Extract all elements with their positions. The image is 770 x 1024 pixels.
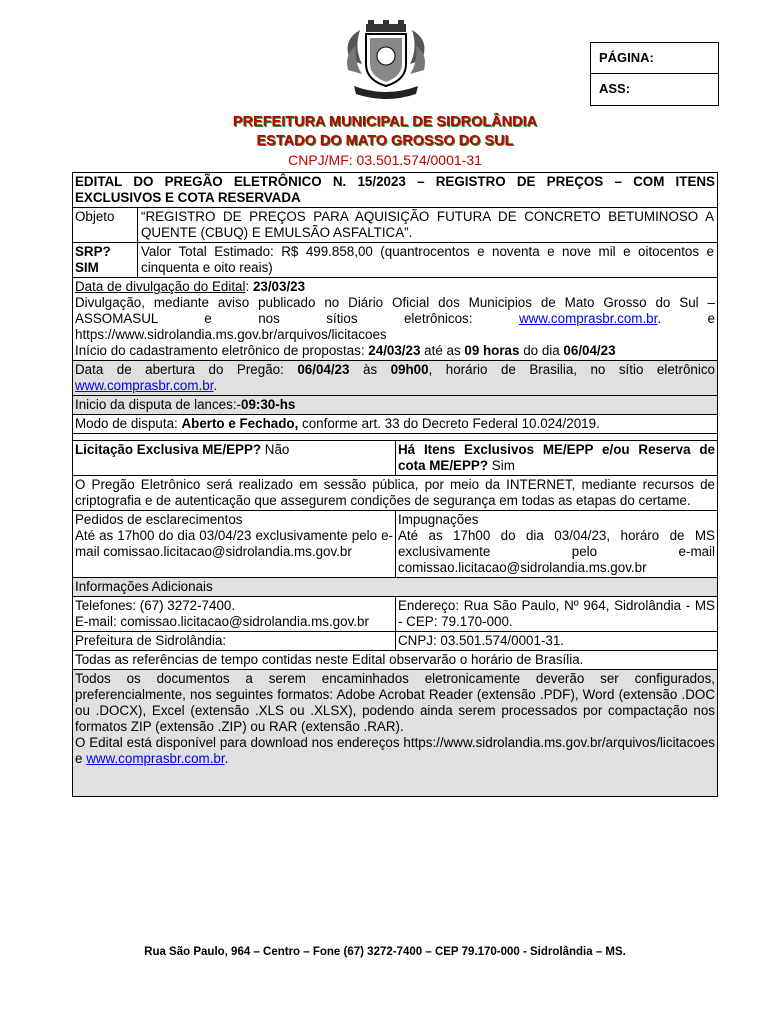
- itens-label: Há Itens Exclusivos ME/EPP e/ou Reserva de cota ME/EPP?: [398, 442, 715, 473]
- esclarecimentos-text: Até as 17h00 do dia 03/04/23 exclusivamente pelo e-mail comissao.licitacao@sidrolandia.ms.gov.br: [75, 528, 393, 559]
- disponivel-end: .: [224, 751, 229, 766]
- footer-address: Rua São Paulo, 964 – Centro – Fone (67) 3272-7400 – CEP 79.170-000 - Sidrolândia – MS.: [144, 946, 626, 958]
- divulgacao-row: Data de divulgação do Edital: 23/03/23 Divulgação, mediante aviso publicado no Diário Oficial dos Municipios de Mato Grosso do Sul – ASSOMASUL e nos sítios eletrônicos: www.comprasbr.com.br. e https://www.sidrolandia.ms.gov.br/arquivos/licitacoes Início do cadastramento eletrônico de propostas: 24/03/23 até as 09 horas do dia 06/04/23: [73, 278, 717, 361]
- abertura-end: , horário de Brasilia, no sítio eletrônico: [428, 362, 715, 377]
- objeto-row: [73, 208, 717, 243]
- abertura-text: Data de abertura do Pregão:: [75, 362, 284, 377]
- disputa-label: Inicio da disputa de lances:-: [75, 397, 241, 412]
- divulgacao-date: 23/03/23: [252, 279, 306, 294]
- page-label: PÁGINA:: [591, 43, 718, 74]
- sessao-row: O Pregão Eletrônico será realizado em sessão pública, por meio da INTERNET, mediante recursos de criptografia e de autenticação que assegurem condições de segurança em todas as etapas do certame.: [73, 476, 717, 511]
- documentos-text: Todos os documentos a serem encaminhados eletronicamente deverão ser configurados, preferencialmente, nos seguintes formatos: Adobe Acrobat Reader (extensão .PDF), Word (extensão .DOC ou .DOCX), Excel (extensão .XLS ou .XLSX), podendo ainda serem processados por compactação nos formatos ZIP (extensão .ZIP) ou RAR (extensão .RAR).: [75, 671, 715, 734]
- contato-row: [73, 597, 717, 632]
- objeto-label: Objeto: [73, 208, 138, 242]
- comprasbr-link-1[interactable]: www.comprasbr.com.br: [518, 311, 658, 326]
- srp-label: SRP? SIM: [73, 243, 138, 277]
- disputa-row: [73, 396, 717, 415]
- horario-row: Todas as referências de tempo contidas neste Edital observarão o horário de Brasília.: [73, 651, 717, 670]
- email: E-mail: comissao.licitacao@sidrolandia.ms.gov.br: [75, 614, 369, 629]
- exclusiva-label: Licitação Exclusiva ME/EPP?: [75, 442, 262, 457]
- modo-text: conforme art. 33 do Decreto Federal 10.024/2019.: [302, 416, 600, 431]
- endereco: Endereço: Rua São Paulo, Nº 964, Sidrolândia - MS - CEP: 79.170-000.: [398, 598, 715, 629]
- abertura-row: Data de abertura do Pregão: 06/04/23 às 09h00, horário de Brasilia, no sítio eletrônico www.comprasbr.com.br.: [73, 361, 717, 396]
- modo-label: Modo de disputa:: [75, 416, 178, 431]
- cadastro-end: 06/04/23: [563, 343, 616, 358]
- abertura-mid: às: [362, 362, 378, 377]
- prefeitura-label: Prefeitura de Sidrolândia:: [73, 632, 396, 650]
- telefones: Telefones: (67) 3272-7400.: [75, 598, 236, 613]
- cadastro-mid2: do dia: [523, 343, 560, 358]
- divulgacao-label: Data de divulgação do Edital: [75, 279, 246, 294]
- esclarecimentos-label: Pedidos de esclarecimentos: [75, 512, 243, 527]
- sign-label: ASS:: [599, 81, 631, 96]
- esclarecimentos-row: [73, 511, 717, 578]
- itens-value: Sim: [491, 458, 515, 473]
- valor-text: Valor Total Estimado: R$ 499.858,00 (quantrocentos e noventa e nove mil e oitocentos e cinquenta e oito reais): [141, 244, 714, 275]
- municipal-crest-logo: [340, 20, 432, 102]
- abertura-date: 06/04/23: [297, 362, 350, 377]
- comprasbr-link-3[interactable]: www.comprasbr.com.br: [86, 751, 225, 766]
- impugnacoes-label: Impugnações: [398, 512, 479, 527]
- page-sign-box: [590, 42, 719, 106]
- cadastro-hour: 09 horas: [464, 343, 520, 358]
- impugnacoes-text: Até as 17h00 do dia 03/04/23, horáro de MS exclusivamente pelo e-mail comissao.licitacao@sidrolandia.ms.gov.br: [398, 528, 715, 575]
- documentos-row: [73, 670, 717, 796]
- header-cnpj: CNPJ/MF: 03.501.574/0001-31: [288, 152, 482, 168]
- divulgacao-text: Divulgação, mediante aviso publicado no Diário Oficial dos Municipios de Mato Grosso do Sul – ASSOMASUL e nos sítios eletrônicos:: [75, 295, 715, 326]
- exclusividade-row: [73, 441, 717, 476]
- sidrolandia-site: . e https://www.sidrolandia.ms.gov.br/arquivos/licitacoes: [75, 311, 715, 342]
- info-label: Informações Adicionais: [73, 578, 717, 597]
- edital-title: EDITAL DO PREGÃO ELETRÔNICO N. 15/2023 – REGISTRO DE PREÇOS – COM ITENS EXCLUSIVOS E COTA RESERVADA: [73, 173, 717, 208]
- cadastro-text: Início do cadastramento eletrônico de propostas:: [75, 343, 365, 358]
- edital-summary-table: [72, 172, 718, 797]
- objeto-text: “REGISTRO DE PREÇOS PARA AQUISIÇÃO FUTURA DE CONCRETO BETUMINOSO A QUENTE (CBUQ) E EMULSÃO ASFALTICA”.: [141, 209, 714, 240]
- exclusiva-value: Não: [264, 442, 290, 457]
- comprasbr-link-2[interactable]: www.comprasbr.com.br: [75, 378, 214, 393]
- cadastro-mid: até as: [424, 343, 461, 358]
- srp-row: [73, 243, 717, 278]
- modo-value: Aberto e Fechado,: [181, 416, 299, 431]
- cnpj-row: CNPJ: 03.501.574/0001-31.: [398, 633, 565, 648]
- disponivel-text: O Edital está disponível para download nos endereços https://www.sidrolandia.ms.gov.br/arquivos/licitacoes e: [75, 735, 715, 766]
- estado-title: ESTADO DO MATO GROSSO DO SUL: [256, 133, 514, 149]
- prefeitura-title: PREFEITURA MUNICIPAL DE SIDROLÂNDIA: [232, 114, 538, 130]
- modo-row: [73, 415, 717, 434]
- abertura-hour: 09h00: [390, 362, 429, 377]
- cadastro-date: 24/03/23: [368, 343, 421, 358]
- prefeitura-row: [73, 632, 717, 651]
- disputa-time: 09:30-hs: [241, 397, 296, 412]
